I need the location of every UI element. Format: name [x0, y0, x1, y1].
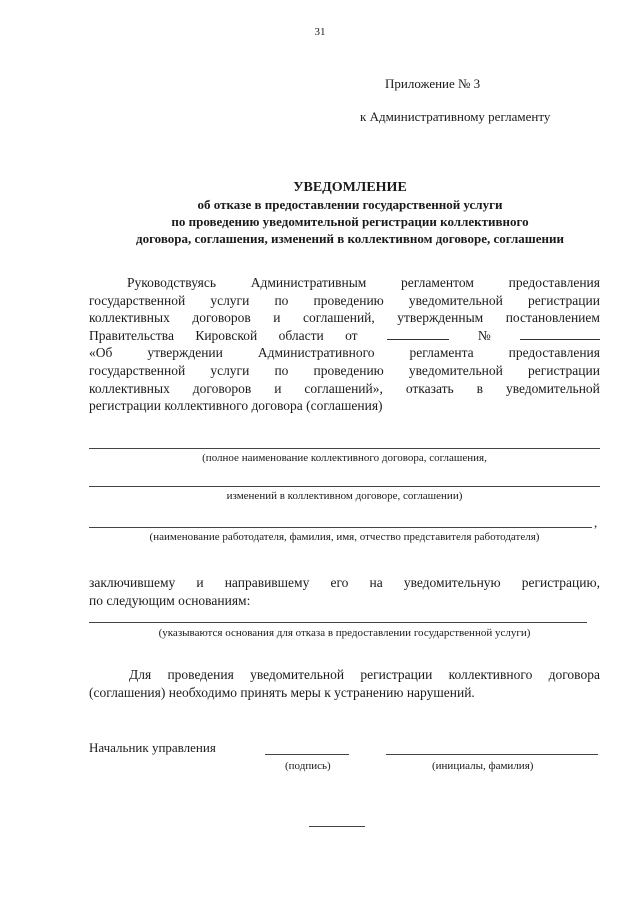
page-number: 31: [314, 26, 326, 38]
word: его: [330, 575, 349, 590]
agreement-changes-caption: изменений в коллективном договоре, соглашении): [226, 490, 463, 502]
title-subline: по проведению уведомительной регистрации коллективного: [171, 214, 529, 229]
word: направившему: [224, 575, 310, 590]
word: уведомительной: [408, 292, 503, 308]
word: услуги: [210, 362, 250, 378]
paragraph-line-words: Правительства Кировской области от: [89, 327, 358, 343]
name-caption: (инициалы, фамилия): [432, 760, 534, 772]
paragraph-line: [89, 274, 600, 292]
word: на: [369, 575, 383, 590]
reasons-caption: (указываются основания для отказа в предоставлении государственной услуги): [158, 627, 531, 639]
paragraph-line: [89, 380, 600, 398]
word: по: [274, 292, 289, 308]
word: коллективного: [448, 667, 533, 682]
word: утверждении: [147, 345, 223, 361]
word: по: [274, 362, 289, 378]
appendix-reference: к Административному регламенту: [360, 109, 551, 124]
word: договоров: [192, 380, 252, 396]
word: договоров: [192, 310, 251, 326]
title-main: УВЕДОМЛЕНИЕ: [293, 180, 407, 195]
word: Административного: [257, 345, 375, 361]
number-blank: [520, 327, 600, 340]
word: предоставления: [508, 345, 600, 361]
paragraph-line: [89, 292, 600, 310]
word: соглашений,: [303, 310, 375, 326]
word: регламентом: [401, 275, 474, 290]
paragraph-line-date: [89, 327, 600, 345]
word: Административным: [250, 275, 367, 290]
word: «Об: [89, 345, 113, 361]
word: и: [196, 575, 204, 590]
word: уведомительной: [408, 362, 503, 378]
word: Руководствуясь: [127, 275, 216, 290]
word: соглашений»,: [304, 380, 383, 396]
word: уведомительную: [403, 575, 501, 590]
word: регистрации: [527, 292, 600, 308]
word: регистрации: [360, 667, 433, 682]
word: государственной: [89, 292, 186, 308]
word: Для: [129, 667, 152, 682]
signatory-title: Начальник управления: [89, 740, 216, 755]
name-line: [386, 754, 598, 755]
number-sign: №: [477, 327, 491, 343]
date-blank: [387, 327, 449, 340]
paragraph-line: по следующим основаниям:: [89, 592, 251, 608]
paragraph-line: [89, 362, 600, 380]
word: уведомительной: [250, 667, 345, 682]
main-paragraph: [89, 274, 600, 415]
word: регистрацию,: [521, 575, 600, 590]
word: государственной: [89, 362, 186, 378]
reasons-line: [89, 622, 587, 623]
signature-line: [265, 754, 349, 755]
agreement-name-line: [89, 448, 600, 449]
title-subline: договора, соглашения, изменений в коллективном договоре, соглашении: [136, 231, 564, 246]
word: постановлением: [505, 310, 600, 326]
employer-line: [89, 527, 592, 528]
paragraph-line: регистрации коллективного договора (соглашения): [89, 398, 383, 414]
title-subline: об отказе в предоставлении государственной услуги: [197, 197, 503, 212]
word: заключившему: [89, 575, 176, 590]
word: в: [476, 380, 483, 396]
agreement-changes-line: [89, 486, 600, 487]
word: регламента: [409, 345, 474, 361]
agreement-name-caption: (полное наименование коллективного договора, соглашения,: [202, 452, 487, 464]
bottom-separator: [309, 826, 365, 827]
employer-caption: (наименование работодателя, фамилия, имя, отчество представителя работодателя): [149, 531, 540, 543]
word: регистрации: [527, 362, 600, 378]
word: предоставления: [508, 275, 600, 290]
employer-comma: ,: [594, 515, 598, 530]
word: договора: [548, 667, 600, 682]
word: уведомительной: [505, 380, 600, 396]
appendix-number: Приложение № 3: [385, 76, 481, 91]
word: коллективных: [89, 380, 170, 396]
word: отказать: [405, 380, 454, 396]
word: услуги: [210, 292, 250, 308]
word: проведению: [313, 362, 384, 378]
paragraph-line: (соглашения) необходимо принять меры к устранению нарушений.: [89, 684, 475, 700]
paragraph-line: [89, 574, 600, 592]
document-title: [60, 180, 640, 247]
paragraph-line: [89, 344, 600, 362]
remedy-paragraph: [89, 666, 600, 701]
word: проведению: [313, 292, 384, 308]
word: и: [273, 310, 281, 326]
paragraph-line: [89, 309, 600, 327]
word: коллективных: [89, 310, 170, 326]
grounds-paragraph: [89, 574, 600, 609]
word: утвержденным: [397, 310, 484, 326]
paragraph-line: [89, 666, 600, 684]
signature-caption: (подпись): [285, 760, 331, 772]
word: проведения: [167, 667, 234, 682]
word: и: [274, 380, 282, 396]
